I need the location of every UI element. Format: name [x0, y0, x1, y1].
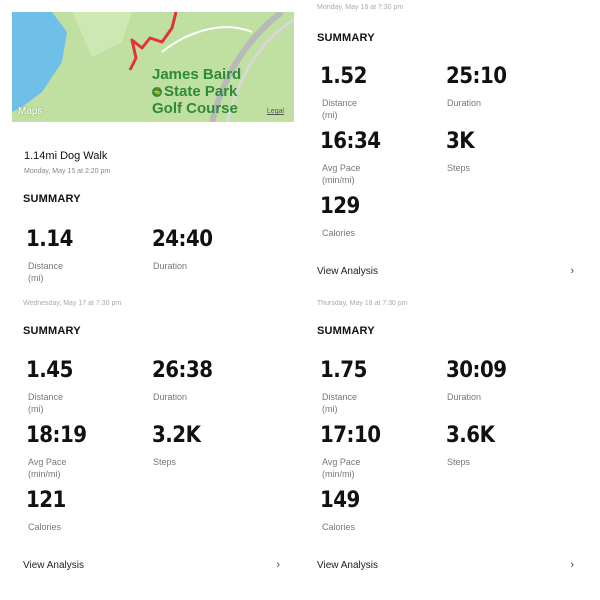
route-map[interactable] [12, 12, 294, 122]
stat-calories-value: 129 [320, 194, 360, 219]
view-analysis-link[interactable]: View Analysis [317, 560, 378, 571]
stat-distance-value: 1.45 [26, 358, 73, 383]
stat-pace-label: Avg Pace (min/mi) [322, 457, 361, 479]
stat-steps-value: 3.6K [446, 423, 495, 448]
stat-duration-value: 25:10 [446, 64, 507, 89]
maps-badge-text: Maps [18, 106, 43, 117]
stat-duration-value: 30:09 [446, 358, 507, 383]
workout-card-dog-walk [12, 12, 294, 297]
legal-link[interactable]: Legal [266, 108, 284, 115]
stat-pace-value: 16:34 [320, 129, 381, 154]
summary-heading: SUMMARY [317, 325, 375, 337]
golf-icon: ⛳ [152, 88, 162, 96]
stat-duration-label: Duration [153, 261, 188, 271]
stat-distance-label: Distance (mi) [28, 261, 64, 283]
place-label-line [152, 83, 241, 100]
place-label-line: James Baird [152, 66, 242, 83]
stat-steps-label: Steps [153, 457, 177, 467]
stat-duration-label: Duration [447, 98, 482, 108]
place-label [152, 66, 241, 117]
chevron-right-icon[interactable]: › [276, 559, 280, 571]
stat-steps-value: 3K [446, 129, 475, 154]
stat-duration-label: Duration [153, 392, 188, 402]
stat-distance-label: Distance (mi) [322, 392, 358, 414]
summary-heading: SUMMARY [23, 325, 81, 337]
workout-card-2 [306, 0, 588, 297]
place-label-line: Golf Course [152, 100, 238, 117]
stat-calories-label: Calories [322, 522, 356, 532]
stat-duration-value: 24:40 [152, 227, 213, 252]
workout-date: Wednesday, May 17 at 7:30 pm [23, 300, 122, 307]
workout-date: Monday, May 15 at 2:20 pm [24, 168, 111, 175]
apple-maps-badge [18, 106, 42, 117]
chevron-right-icon[interactable]: › [570, 265, 574, 277]
stat-distance-value: 1.52 [320, 64, 367, 89]
workout-title: 1.14mi Dog Walk [24, 150, 108, 162]
stat-steps-label: Steps [447, 163, 471, 173]
stat-distance-label: Distance (mi) [28, 392, 64, 414]
view-analysis-link[interactable]: View Analysis [23, 560, 84, 571]
summary-heading: SUMMARY [317, 32, 375, 44]
chevron-right-icon[interactable]: › [570, 559, 574, 571]
stat-steps-value: 3.2K [152, 423, 201, 448]
workout-card-4 [306, 300, 588, 588]
stat-duration-label: Duration [447, 392, 482, 402]
stat-pace-label: Avg Pace (min/mi) [28, 457, 67, 479]
stat-pace-value: 17:10 [320, 423, 381, 448]
stat-calories-value: 121 [26, 488, 66, 513]
view-analysis-link[interactable]: View Analysis [317, 266, 378, 277]
stat-calories-value: 149 [320, 488, 360, 513]
place-label-line-text: State Park [164, 83, 238, 100]
stat-pace-label: Avg Pace (min/mi) [322, 163, 361, 185]
stat-duration-value: 26:38 [152, 358, 213, 383]
stat-distance-label: Distance (mi) [322, 98, 358, 120]
stat-distance-value: 1.14 [26, 227, 73, 252]
stat-pace-value: 18:19 [26, 423, 87, 448]
summary-heading: SUMMARY [23, 193, 81, 205]
workout-card-3 [12, 300, 294, 588]
workout-date: Thursday, May 18 at 7:30 pm [317, 300, 408, 307]
stat-calories-label: Calories [28, 522, 62, 532]
stat-steps-label: Steps [447, 457, 471, 467]
stat-calories-label: Calories [322, 228, 356, 238]
stat-distance-value: 1.75 [320, 358, 367, 383]
workout-date: Monday, May 18 at 7:30 pm [317, 4, 404, 11]
